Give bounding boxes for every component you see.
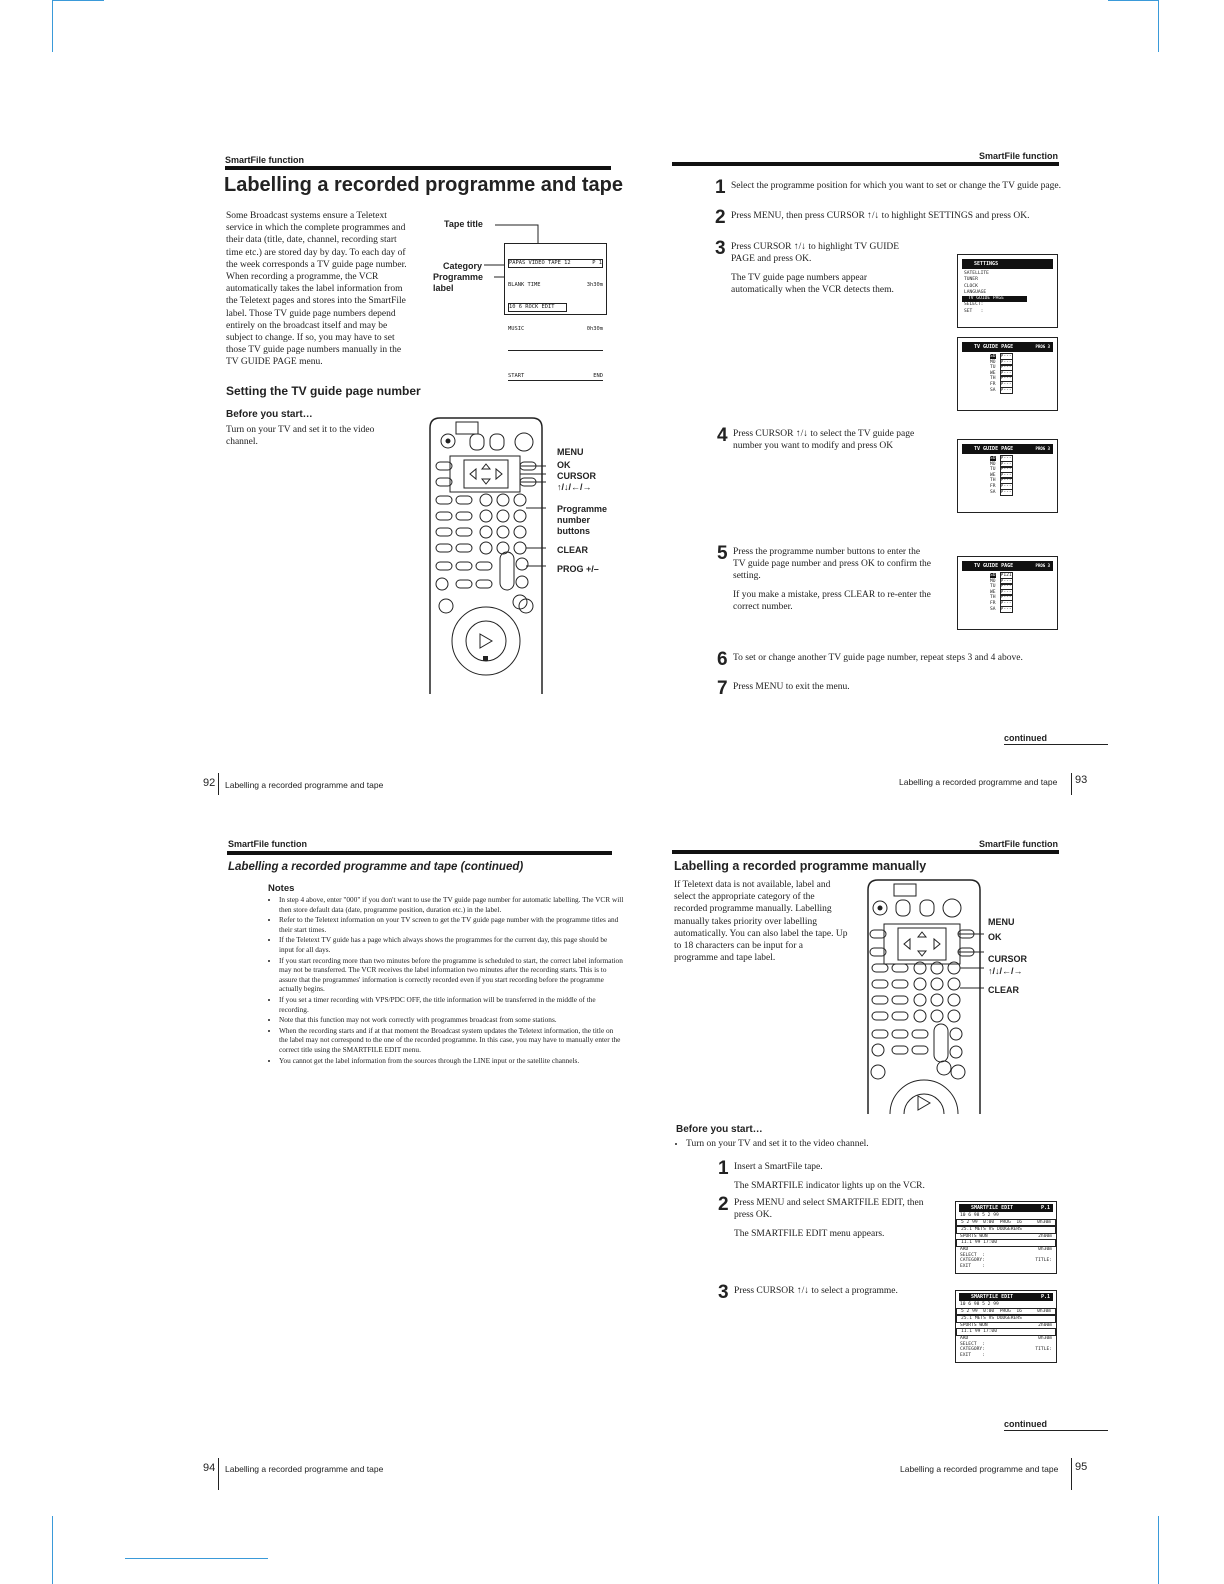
- step-3: 3 Press CURSOR ↑/↓ to highlight TV GUIDE PAGE and press OK. The TV guide page numbers appear automatically when the VCR detects them.: [715, 238, 900, 295]
- before-you-start-heading: Before you start…: [676, 1124, 763, 1135]
- continued-rule: [1004, 1430, 1108, 1431]
- smartfile-line: 5 2 99 0:00 PROG 16 0h30m: [956, 1308, 1056, 1316]
- footer-divider: [218, 773, 219, 795]
- menu-callout: MENU: [557, 447, 584, 457]
- footer-divider: [1071, 1458, 1072, 1490]
- step-1: 1 Select the programme position for which you want to set or change the TV guide page.: [715, 177, 1061, 198]
- arrows-callout: ↑/↓/←/→: [988, 966, 1023, 976]
- smartfile-line: SPORTS WON 2h00m: [960, 1233, 1052, 1239]
- guide-day-row: SA P---: [990, 489, 1012, 495]
- smartfile-line: CATEGORY: TITLE:: [960, 1347, 1052, 1353]
- page-number: 93: [1075, 774, 1088, 786]
- cursor-callout: CURSOR: [988, 954, 1028, 964]
- guide-day-row: TH P---: [990, 478, 1012, 484]
- page-title: Labelling a recorded programme and tape (continued): [228, 861, 524, 873]
- tv-guide-screen-1: TV GUIDE PAGE PROG 3 SU P--- MO P--- TU P--- WE P--- TH P--- FR P--- SA P---: [957, 337, 1058, 411]
- smartfile-line: EXIT :: [960, 1352, 985, 1358]
- remote-control-illustration: [426, 416, 546, 696]
- footer-text: Labelling a recorded programme and tape: [225, 780, 384, 790]
- before-you-start-text: Turn on your TV and set it to the video channel.: [226, 425, 375, 448]
- guide-day-row: TH P---: [990, 376, 1012, 382]
- smartfile-line: CATEGORY: TITLE:: [960, 1258, 1052, 1264]
- clear-callout: CLEAR: [988, 985, 1019, 995]
- footer-text: Labelling a recorded programme and tape: [900, 1464, 1059, 1474]
- smartfile-line: SPORTS WON 2h00m: [960, 1322, 1052, 1328]
- smartfile-edit-screen-2: [955, 1290, 1057, 1363]
- step-5: 5 Press the programme number buttons to enter the TV guide page number and press OK to confirm the setting. If you make a mistake, press CLEAR to re-enter the correct number.: [717, 543, 931, 612]
- ok-callout: OK: [988, 932, 1002, 942]
- guide-day-row: FR P---: [990, 381, 1012, 387]
- page-title: Labelling a recorded programme manually: [674, 859, 927, 873]
- continued-rule: [1004, 744, 1108, 745]
- section-header: SmartFile function: [979, 839, 1059, 849]
- crop-mark: [52, 0, 53, 52]
- guide-day-row: FR P---: [990, 600, 1012, 606]
- before-you-start-list: [676, 1138, 986, 1150]
- remote-control-illustration: [864, 878, 984, 1114]
- guide-day-row: SU P121: [990, 573, 1012, 578]
- programme-label-callout: Programme label: [433, 272, 484, 293]
- step-4: 4 Press CURSOR ↑/↓ to select the TV guide page number you want to modify and press OK: [717, 425, 915, 451]
- guide-day-row: FR P---: [990, 483, 1012, 489]
- step-3: 3 Press CURSOR ↑/↓ to select a programme.: [718, 1282, 898, 1303]
- category-callout: Category: [443, 261, 483, 271]
- note-item: • If you set a timer recording with VPS/PDC OFF, the title information will be transferred in the middle of the recording.: [279, 995, 624, 1014]
- note-item: • When the recording starts and if at that moment the Broadcast system updates the Teletext information, the title on the label may not correspond to the one of the recorded programme. In this case, you may have to manually enter the correct title using the SMARTFILE EDIT menu.: [279, 1026, 624, 1055]
- crop-mark: [1158, 0, 1159, 52]
- ok-callout: OK: [557, 460, 571, 470]
- continued-label: continued: [1004, 1419, 1047, 1429]
- notes-list: [268, 895, 624, 1066]
- header-rule: [672, 850, 1059, 854]
- smartfile-line: 5 2 99 0:00 PROG 16 0h30m: [956, 1219, 1056, 1227]
- subheading-tv-guide: Setting the TV guide page number: [226, 384, 421, 398]
- guide-day-row: MO P---: [990, 359, 1012, 365]
- notes-heading: Notes: [268, 883, 295, 894]
- page-number: 95: [1075, 1461, 1088, 1473]
- smartfile-line: SELECT :: [960, 1252, 985, 1258]
- page-number: 92: [203, 777, 216, 789]
- tv-guide-screen-3: TV GUIDE PAGE PROG 3 SU P121 MO P--- TU P--- WE P--- TH P--- FR P--- SA P---: [957, 556, 1058, 630]
- before-you-start-heading: Before you start…: [226, 409, 313, 420]
- intro-paragraph: Some Broadcast systems ensure a Teletext service in which the complete programmes and their data (title, date, channel, recording start time etc.) are stored day by day. To each day of the week corresponds a TV guide page number. When recording a programme, the VCR automatically takes the label information from the Teletext pages and stores into the SmartFile label. Those TV guide page numbers depend entirely on the broadcast itself and may be subject to change. If so, you may have to set those TV guide page numbers manually in the TV GUIDE PAGE menu.: [226, 211, 407, 368]
- section-header: SmartFile function: [228, 839, 308, 849]
- guide-day-row: MO P---: [990, 461, 1012, 467]
- crop-mark: [52, 1516, 53, 1584]
- guide-day-row: TU P---: [990, 584, 1012, 590]
- smartfile-line: 10 6 98 5 2 99: [960, 1302, 999, 1307]
- guide-day-row: TU P---: [990, 467, 1012, 473]
- footer-text: Labelling a recorded programme and tape: [225, 1464, 384, 1474]
- smartfile-line: 25.1 METS VS DODGERERS: [956, 1315, 1056, 1323]
- continued-label: continued: [1004, 733, 1047, 743]
- prog-callout: PROG +/–: [557, 564, 599, 574]
- header-rule: [225, 166, 611, 170]
- smartfile-title-bar: SMARTFILE EDIT P.1: [959, 1293, 1053, 1301]
- guide-day-row: SU P---: [990, 354, 1012, 359]
- tv-guide-screen-2: TV GUIDE PAGE PROG 3 SU P--- MO P--- TU P--- WE P--- TH P--- FR P--- SA P---: [957, 439, 1058, 513]
- smartfile-line: 11.1 99 17:00: [956, 1239, 1056, 1247]
- arrows-callout: ↑/↓/←/→: [557, 482, 592, 492]
- note-item: • Note that this function may not work correctly with programmes broadcast from some stations.: [279, 1015, 624, 1025]
- step-6: 6 To set or change another TV guide page number, repeat steps 3 and 4 above.: [717, 649, 1023, 670]
- smartfile-line: 10 6 98 5 2 99: [960, 1213, 999, 1218]
- tape-label-screen: PAPAS VIDEO TAPE 12 P 1 BLANK TIME 3h30m 10 6 ROCK EDIT MUSIC 0h30m START END: [504, 243, 607, 315]
- note-item: • Refer to the Teletext information on your TV screen to get the TV guide page number with the programme titles and their start times.: [279, 915, 624, 934]
- before-you-start-text: • Turn on your TV and set it to the video channel.: [686, 1138, 986, 1150]
- page-number: 94: [203, 1462, 216, 1474]
- menu-callout: MENU: [988, 917, 1015, 927]
- guide-day-row: SA P---: [990, 387, 1012, 393]
- step-2: 2 Press MENU and select SMARTFILE EDIT, then press OK. The SMARTFILE EDIT menu appears.: [718, 1194, 924, 1239]
- crop-mark: [1108, 0, 1159, 1]
- smartfile-line: 25.1 METS VS DODGERERS: [956, 1226, 1056, 1234]
- note-item: • In step 4 above, enter "000" if you don't want to use the TV guide page number for automatic labelling. The VCR will then store default data (date, programme position, duration etc.) in the label.: [279, 895, 624, 914]
- footer-text: Labelling a recorded programme and tape: [899, 777, 1058, 787]
- note-item: • You cannot get the label information from the sources through the LINE input or the satellite channels.: [279, 1056, 624, 1066]
- smartfile-line: ARD 0h30m: [960, 1335, 1052, 1341]
- guide-day-row: WE P---: [990, 589, 1012, 595]
- clear-callout: CLEAR: [557, 545, 588, 555]
- section-header: SmartFile function: [225, 155, 305, 165]
- smartfile-edit-screen-1: [955, 1201, 1057, 1274]
- step-2: 2 Press MENU, then press CURSOR ↑/↓ to highlight SETTINGS and press OK.: [715, 207, 1030, 228]
- note-item: • If the Teletext TV guide has a page which always shows the programmes for the current day, this page should be input for all days.: [279, 935, 624, 954]
- settings-menu-screen: SETTINGS SATELLITE TUNER CLOCK LANGUAGE TV GUIDE PAGE SELECT: SET :: [957, 254, 1058, 328]
- crop-mark: [125, 1558, 268, 1559]
- note-item: • If you start recording more than two minutes before the programme is scheduled to start, the correct label information may not be transferred. The VCR receives the label information two minutes after the recording starts. This is to assure that the programmes' information is correctly recorded even if you start recording before the programme actually begins.: [279, 956, 624, 994]
- tape-name: PAPAS VIDEO TAPE 12: [509, 260, 571, 266]
- smartfile-line: ARD 0h30m: [960, 1246, 1052, 1252]
- guide-day-row: WE P---: [990, 472, 1012, 478]
- cursor-callout: CURSOR: [557, 471, 597, 481]
- header-rule: [672, 162, 1059, 166]
- guide-day-row: SA P---: [990, 606, 1012, 612]
- crop-mark: [1158, 1516, 1159, 1584]
- tape-title-callout: Tape title: [444, 219, 483, 229]
- smartfile-line: EXIT :: [960, 1263, 985, 1269]
- guide-day-row: TH P---: [990, 595, 1012, 601]
- guide-day-row: MO P---: [990, 578, 1012, 584]
- page-title: Labelling a recorded programme and tape: [224, 174, 623, 196]
- guide-day-row: WE P---: [990, 370, 1012, 376]
- smartfile-line: 11.1 99 17:00: [956, 1328, 1056, 1336]
- footer-divider: [1071, 773, 1072, 795]
- smartfile-line: SELECT :: [960, 1341, 985, 1347]
- intro-paragraph: If Teletext data is not available, label and select the appropriate category of the recorded programme manually. Labelling manually takes priority over labelling automatically. You can also label the tape. Up to 18 characters can be input for a programme and tape label.: [674, 880, 848, 964]
- section-header: SmartFile function: [979, 151, 1059, 161]
- footer-divider: [218, 1458, 219, 1490]
- smartfile-title-bar: SMARTFILE EDIT P.1: [959, 1204, 1053, 1212]
- crop-mark: [52, 0, 104, 1]
- guide-day-row: TU P---: [990, 365, 1012, 371]
- step-7: 7 Press MENU to exit the menu.: [717, 678, 850, 699]
- step-1: 1 Insert a SmartFile tape. The SMARTFILE indicator lights up on the VCR.: [718, 1158, 925, 1191]
- header-rule: [227, 851, 612, 855]
- programme-number-callout: Programme number buttons: [557, 504, 608, 536]
- guide-day-row: SU P---: [990, 456, 1012, 461]
- settings-title-bar: SETTINGS: [962, 259, 1053, 269]
